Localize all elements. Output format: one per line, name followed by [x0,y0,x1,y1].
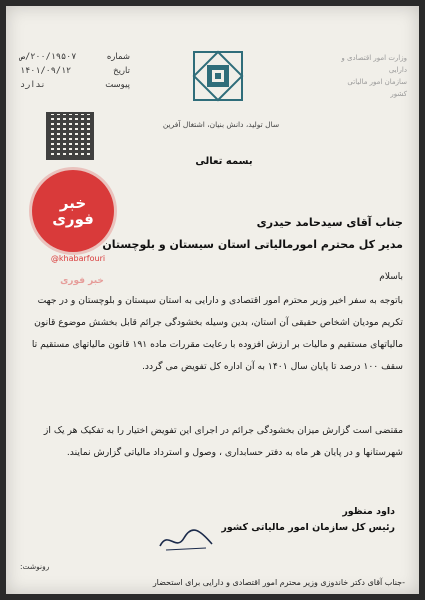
recipient-title: مدیر کل محترم امورمالیاتی استان سیستان و بلوچستان [102,238,403,251]
number-label: شماره [106,52,130,62]
attachment-value: ندارد [20,80,46,90]
signature-scribble [156,526,216,554]
watermark-faded: خبر فوری [60,276,104,286]
institution-header [337,52,407,100]
signer-name: داود منظور [342,506,395,517]
body-paragraph: باتوجه به سفر اخیر وزیر محترم امور اقتصادی و دارایی به استان سیستان و بلوچستان و در جهت تکریم مودیان اشخاص حقیقی آن استان، بدین وسیله بخشودگی جرائم قابل بخشش موضوع قانون مالیاتهای مستقیم و مالیات بر ارزش افزوده با رعایت مقررات ماده ۱۹۱ قانون مالیاتهای مستقیم تا سقف ۱۰۰ درصد تا پایان سال ۱۴۰۱ به آن اداره کل تفویض می گردد. [31,295,403,372]
letter-page [6,6,419,594]
body-paragraph: مقتضی است گزارش میزان بخشودگی جرائم در اجرای این تفویض اختیار را به تفکیک هر یک از شهرستانها و در پایان هر ماه به دفتر حسابداری ، وصول و استرداد مالیاتی گزارش نمایند. [43,425,403,458]
institution-line: وزارت امور اقتصادی و دارایی [341,54,407,74]
watermark-handle: @khabarfouri [50,254,106,263]
attachment-label: پیوست [105,80,130,90]
institution-line: سازمان امور مالیاتی کشور [347,78,407,98]
signer-title: رئیس کل سازمان امور مالیاتی کشور [221,522,395,533]
watermark-word: خبر [59,194,87,212]
tax-organization-logo [192,50,244,102]
watermark-word: فوری [52,210,94,228]
cc-label: رونوشت: [20,562,50,571]
bismillah: بسمه تعالی [195,156,253,167]
greeting: باسلام [379,272,403,282]
recipient-name: جناب آقای سیدحامد حیدری [256,216,403,229]
qr-code [46,112,94,160]
year-slogan: سال تولید، دانش بنیان، اشتغال آفرین [162,120,280,129]
number-value: ۲۰۰/۱۹۵۰۷/ص [20,52,77,62]
cc-line: -جناب آقای دکتر خاندوزی وزیر محترم امور اقتصادی و دارایی برای استحضار [152,578,405,587]
date-label: تاریخ [113,66,130,76]
letter-meta [20,50,130,92]
date-value: ۱۴۰۱/۰۹/۱۲ [20,66,72,76]
